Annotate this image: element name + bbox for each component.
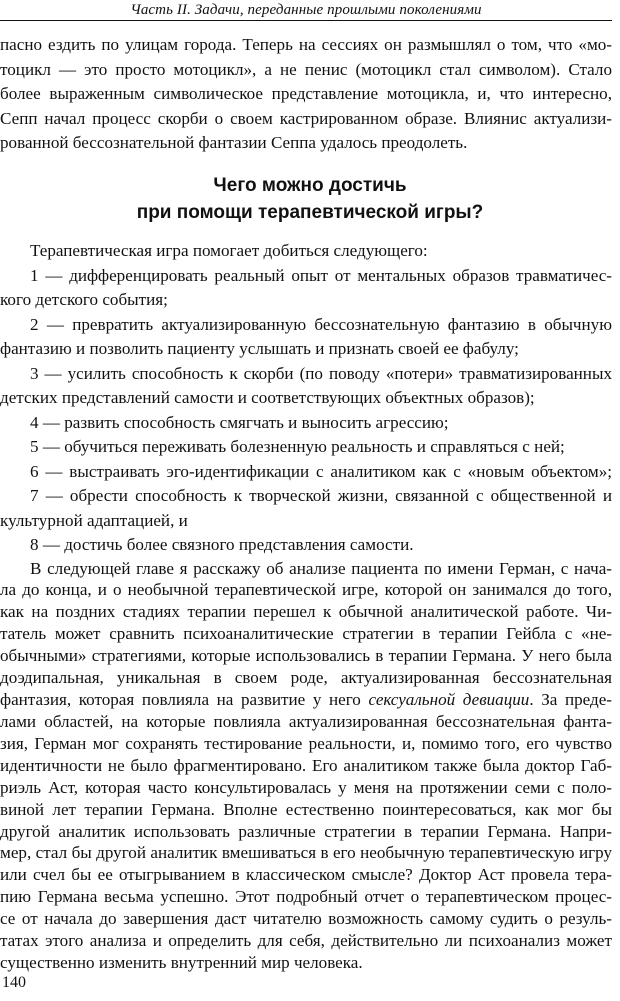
text-line (0, 689, 612, 711)
list-item: кого детского события; (0, 290, 168, 309)
text-line: В следующей главе я расскажу об анализе пациента по имени Герман, с нача- (30, 558, 612, 578)
text-line: лами областей, на которые повлияла актуализированная бессознательная фанта- (0, 711, 612, 731)
text-line: доэдипальная, уникальная в своем роде, актуализированная бессознательная (0, 668, 612, 688)
list-item: 4 — развить способность смягчать и выносить агрессию; (30, 412, 449, 432)
section-heading: при помощи терапевтической игры? (136, 202, 484, 223)
running-head: Часть II. Задачи, переданные прошлыми поколениями (0, 0, 612, 21)
text-line: как на поздних стадиях терапии перешел к обычной аналитической работе. Чи- (0, 602, 612, 622)
text-line: пасно ездить по улицам города. Теперь на сессиях он размышлял о том, что «мо- (0, 35, 612, 54)
text-line: татах этого анализа и определить для себя, действительно ли психоанализ может (0, 931, 612, 951)
text-line: другой аналитик использовать различные стратегии в терапии Германа. Напри- (0, 821, 612, 841)
text-line: ла до конца, и о необычной терапевтической игре, которой он занимался до того, (0, 580, 612, 600)
list-item: 2 — превратить актуализированную бессознательную фантазию в обычную (30, 314, 612, 334)
text-line: или счел бы ее отыгрыванием в классическом смысле? Доктор Аст провела тера- (0, 865, 612, 885)
list-item: 1 — дифференцировать реальный опыт от ментальных образов травматичес- (30, 265, 612, 285)
section-heading: Чего можно достичь (213, 175, 407, 196)
page-number: 140 (2, 974, 26, 991)
text-line: более выраженным символическое представление мотоцикла, и, что интересно, (0, 84, 612, 103)
text-line: существенно изменить внутренний мир человека. (0, 953, 363, 972)
list-item: 3 — усилить способность к скорби (по поводу «потери» травматизированных (30, 363, 612, 383)
text-line: тоцикл — это просто мотоцикл», а не пенис (мотоцикл стал символом). Стало (0, 59, 612, 79)
text-line: идентичности не было фрагментировано. Его аналитиком также была доктор Габ- (0, 755, 612, 775)
text-line: виной лет терапии Германа. Вполне естественно поинтересоваться, как мог бы (0, 799, 612, 819)
text-line: татель может сравнить психоаналитические стратегии в терапии Гейбла с «не- (0, 624, 612, 644)
emphasis: сексуальной девиации (368, 690, 530, 709)
list-item: фантазию и позволить пациенту услышать и признать своей ее фабулу; (0, 339, 519, 358)
list-intro: Терапевтическая игра помогает добиться следующего: (30, 241, 428, 260)
text-line: рованной бессознательной фантазии Сеппа удалось преодолеть. (0, 133, 468, 152)
list-item: 6 — выстраивать эго-идентификации с аналитиком как с «новым объектом»; (30, 461, 612, 481)
text-line: Сепп начал процесс скорби о своем кастрированном образе. Влиянис актуализи- (0, 108, 612, 128)
text-run: . За преде- (529, 690, 612, 709)
text-line: пию Германа весьма успешно. Этот подробный отчет о терапевтическом процес- (0, 887, 612, 907)
list-item: 7 — обрести способность к творческой жизни, связанной с общественной и (30, 486, 612, 505)
text-line: риэль Аст, которая часто консультировалась у меня на протяжении семи с поло- (0, 777, 612, 797)
list-item: 5 — обучиться переживать болезненную реальность и справляться с ней; (30, 437, 565, 456)
text-line: обычными» стратегиями, которые использовались в терапии Германа. У него была (0, 646, 612, 666)
text-run: фантазия, которая повлияла на развитие у него (0, 690, 361, 709)
list-item: детских представлений самости и соответствующих объектных образов); (0, 388, 535, 407)
text-line: се от начала до завершения даст читателю возможность самому судить о резуль- (0, 909, 612, 929)
list-item: 8 — достичь более связного представления самости. (30, 535, 414, 554)
list-item: культурной адаптацией, и (0, 510, 188, 530)
text-line: мер, стал бы другой аналитик вмешиваться в его необычную терапевтическую игру (0, 843, 612, 863)
text-line: зия, Герман мог сохранять тестирование реальности, и, помимо того, его чувство (0, 733, 612, 753)
